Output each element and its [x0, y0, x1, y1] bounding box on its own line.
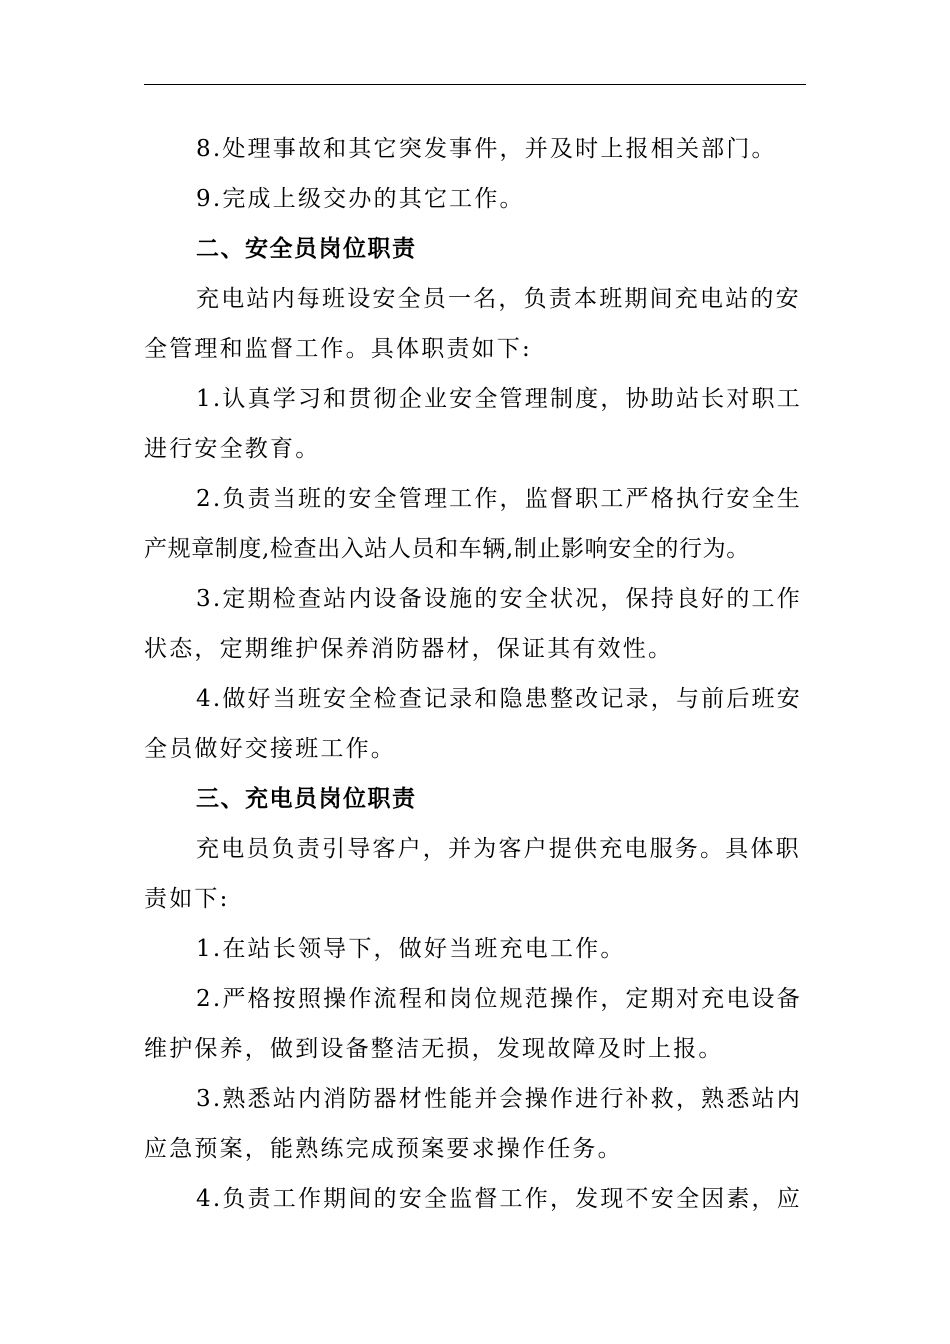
header-rule [144, 84, 806, 85]
text-line: 3.熟悉站内消防器材性能并会操作进行补救，熟悉站内 [196, 1086, 802, 1112]
text-line: 2.负责当班的安全管理工作，监督职工严格执行安全生 [196, 486, 802, 512]
section-heading: 二、安全员岗位职责 [196, 236, 417, 262]
text-line: 1.在站长领导下，做好当班充电工作。 [196, 936, 626, 962]
text-line: 1.认真学习和贯彻企业安全管理制度，协助站长对职工 [196, 386, 802, 412]
text-line: 充电站内每班设安全员一名，负责本班期间充电站的安 [196, 286, 801, 312]
text-line: 应急预案，能熟练完成预案要求操作任务。 [144, 1136, 623, 1162]
text-line: 维护保养，做到设备整洁无损，发现故障及时上报。 [144, 1036, 724, 1062]
text-line: 全员做好交接班工作。 [144, 736, 396, 762]
text-line: 3.定期检查站内设备设施的安全状况，保持良好的工作 [196, 586, 802, 612]
text-line: 产规章制度,检查出入站人员和车辆,制止影响安全的行为。 [144, 536, 750, 562]
text-line: 4.负责工作期间的安全监督工作，发现不安全因素，应 [196, 1186, 802, 1212]
text-line: 9.完成上级交办的其它工作。 [196, 186, 525, 212]
text-line: 全管理和监督工作。具体职责如下: [144, 336, 532, 362]
text-line: 充电员负责引导客户，并为客户提供充电服务。具体职 [196, 836, 801, 862]
text-line: 进行安全教育。 [144, 436, 321, 462]
document-body [144, 124, 806, 1224]
text-line: 2.严格按照操作流程和岗位规范操作，定期对充电设备 [196, 986, 802, 1012]
text-line: 8.处理事故和其它突发事件，并及时上报相关部门。 [196, 136, 777, 162]
text-line: 4.做好当班安全检查记录和隐患整改记录，与前后班安 [196, 686, 802, 712]
text-line: 责如下: [144, 886, 230, 912]
section-heading: 三、充电员岗位职责 [196, 786, 417, 812]
text-line: 状态，定期维护保养消防器材，保证其有效性。 [144, 636, 674, 662]
